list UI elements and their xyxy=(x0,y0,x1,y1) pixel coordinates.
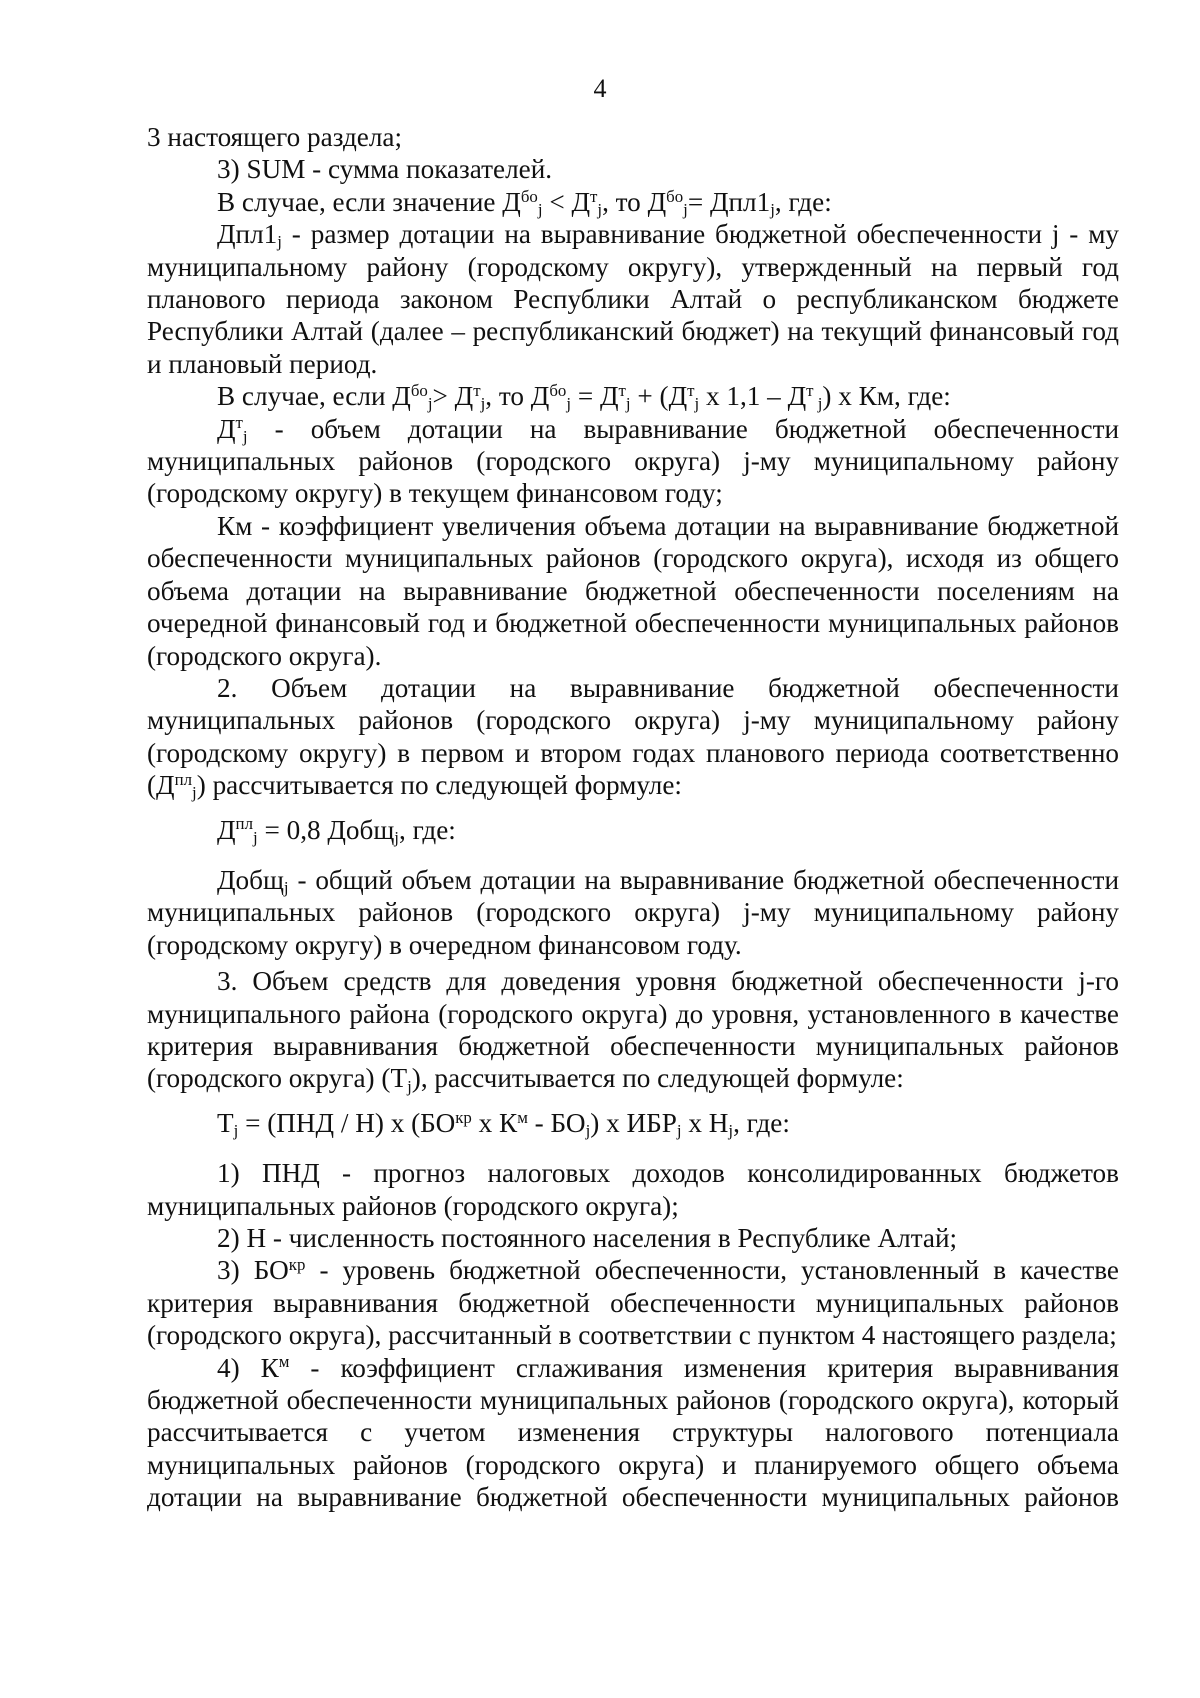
paragraph-condition-greater: В случае, если $Д^{бо}_j> Д^т_j$, то $Д^{бо}_j = Д^т_j + (Д^т_j$ х $1,1 - Д^т$ $_j$) х Км, где: xyxy=(217,380,951,414)
paragraph-item-3: 3. Объем средств для доведения уровня бюджетной обеспеченности j-го муниципального района (городского округа) до уровня, установленного в качестве критерия выравнивания бюджетной обеспеченности муниципальных районов (городского округа) $(Т_j)$, рассчитывается по следующей формуле: xyxy=(147,966,1119,1096)
paragraph-dobshch-definition: Добщ$_j$ - общий объем дотации на выравнивание бюджетной обеспеченности муниципальных районов (городского округа) j-му муниципальному району (городскому округу) в очередном финансовом году. xyxy=(147,864,1119,960)
page-number: 4 xyxy=(593,74,607,103)
formula-dpl: $Д^{пл}_j = 0,8$ Добщ$_j$, где: xyxy=(217,814,456,847)
paragraph-sum-definition: 3) SUM - сумма показателей. xyxy=(217,154,553,185)
paragraph-n-definition: 2) Н - численность постоянного населения в Республике Алтай; xyxy=(217,1223,958,1253)
formula-tj: $Т_j = (ПНД / Н)$ х ($БО^{кр}$ х $К^м - БО_j$) х $ИБР_j$ х $Н_j$, где: xyxy=(217,1107,790,1140)
paragraph-km-definition: Км - коэффициент увеличения объема дотации на выравнивание бюджетной обеспеченности муниципальных районов (городского округа), исходя из общего объема дотации на выравнивание бюджетной обеспеченности поселениям на очередной финансовый год и бюджетной обеспеченности муниципальных районов (городского округа). xyxy=(147,510,1119,671)
paragraph-dt-definition: $Д^т_j$ - объем дотации на выравнивание бюджетной обеспеченности муниципальных районов (городского округа) j-му муниципальному району (городскому округу) в текущем финансовом году; xyxy=(147,413,1119,509)
paragraph-dpl1-definition: $Дпл1_j$ - размер дотации на выравнивание бюджетной обеспеченности j - му муниципальному району (городскому округу), утвержденный на первый год планового периода законом Республики Алтай о республиканском бюджете Республики Алтай (далее – республиканский бюджет) на текущий финансовый год и плановый период. xyxy=(147,219,1119,379)
paragraph-km-coefficient: 4) $К^м$ - коэффициент сглаживания изменения критерия выравнивания бюджетной обеспеченности муниципальных районов (городского округа), который рассчитывается с учетом изменения структуры налогового потенциала муниципальных районов (городского округа) и планируемого общего объема дотации на выравнивание бюджетной обеспеченности муниципальных районов xyxy=(147,1352,1120,1513)
paragraph-section-ref: 3 настоящего раздела; xyxy=(147,122,403,152)
document-body xyxy=(147,121,1119,1514)
paragraph-pnd-definition: 1) ПНД - прогноз налоговых доходов консолидированных бюджетов муниципальных районов (городского округа); xyxy=(147,1158,1119,1221)
paragraph-condition-less: В случае, если значение $Д^{бо}_j < Д^т_j$, то $Д^{бо}_j= Дпл1_j$, где: xyxy=(217,186,832,220)
paragraph-item-2: 2. Объем дотации на выравнивание бюджетной обеспеченности муниципальных районов (городского округа) j-му муниципальному району (городскому округу) в первом и втором годах планового периода соответственно $(Д^{пл}_j)$ рассчитывается по следующей формуле: xyxy=(147,672,1119,803)
paragraph-bokr-definition: 3) $БО^{кр}$ - уровень бюджетной обеспеченности, установленный в качестве критерия выравнивания бюджетной обеспеченности муниципальных районов (городского округа), рассчитанный в соответствии с пунктом 4 настоящего раздела; xyxy=(147,1255,1119,1351)
